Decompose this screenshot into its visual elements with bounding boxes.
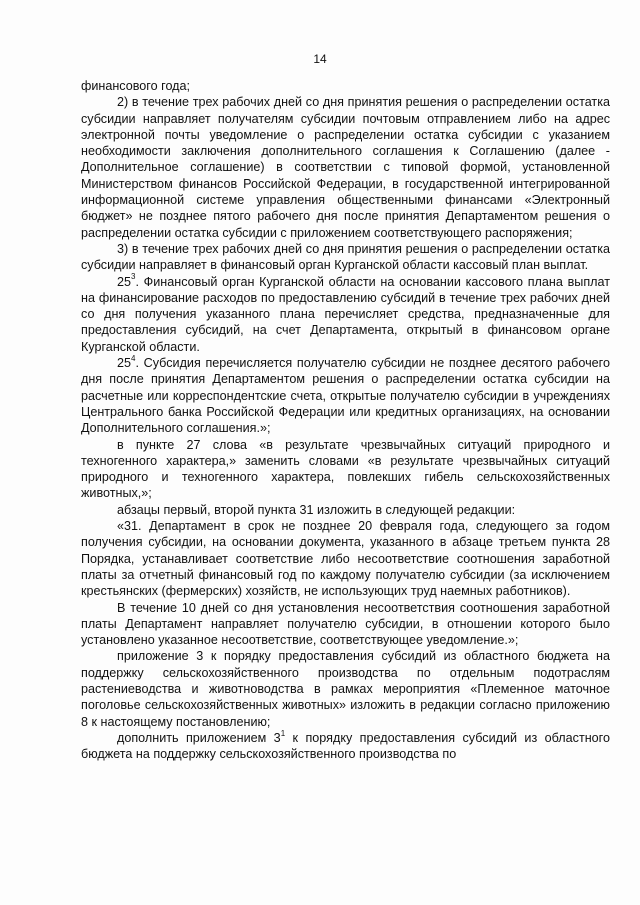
paragraph-text: 2) в течение трех рабочих дней со дня принятия решения о распределении остатка субсидии направляет получателям субсидии почтовым отправлением либо на адрес электронной почты уведомление о распределении остатка субсидии с указанием необходимости заключения дополнительного соглашения к Соглашению (далее - Дополнительное соглашение) в соответствии с типовой формой, установленной Министерством финансов Российской Федерации, в государственной интегрированной информационной системе управления общественными финансами «Электронный бюджет» не позднее пятого рабочего дня после принятия Департаментом решения о распределении остатка субсидии с приложением соответствующего распоряжения; [81, 95, 610, 240]
paragraph-text: . Субсидия перечисляется получателю субсидии не позднее десятого рабочего дня после принятия Департаментом решения о распределении остатка субсидии на расчетные или корреспондентские счета, открытые получателю субсидии в учреждениях Центрального банка Российской Федерации или кредитных организациях, на основании Дополнительного соглашения.»; [81, 356, 610, 436]
paragraph-prefix: 25 [117, 274, 132, 289]
paragraph [81, 600, 610, 649]
paragraph-text: к порядку предоставления субсидий из областного бюджета на поддержку сельскохозяйственного производства по [81, 730, 610, 762]
superscript: 3 [131, 272, 136, 282]
paragraph [81, 274, 610, 355]
paragraph-text: В течение 10 дней со дня установления несоответствия соотношения заработной платы Департамент направляет получателю субсидии, в отношении которого было установлено указанное несоответствие, соответствующее уведомление.»; [81, 600, 610, 648]
paragraph-text: «31. Департамент в срок не позднее 20 февраля года, следующего за годом получения субсидии, на основании документа, указанного в абзаце третьем пункта 28 Порядка, устанавливает соответствие либо несоответствие соотношения заработной платы за отчетный финансовый год по каждому получателю субсидии (за исключением крестьянских (фермерских) хозяйств, не использующих труд наемных работников). [81, 519, 610, 599]
paragraph [81, 730, 610, 763]
paragraph-prefix: 25 [117, 356, 132, 371]
document-body [81, 78, 610, 762]
paragraph [81, 94, 610, 241]
paragraph-text: в пункте 27 слова «в результате чрезвычайных ситуаций природного и техногенного характера,» заменить словами «в результате чрезвычайных ситуаций природного и техногенного характера, повлекших гибель сельскохозяйственных животных,»; [81, 437, 610, 501]
paragraph [81, 648, 610, 729]
paragraph [81, 437, 610, 502]
paragraph [81, 241, 610, 274]
paragraph [81, 355, 610, 436]
superscript: 4 [131, 353, 136, 363]
superscript: 1 [280, 728, 286, 738]
paragraph [81, 78, 610, 94]
paragraph-text: абзацы первый, второй пункта 31 изложить в следующей редакции: [117, 502, 516, 517]
page-number: 14 [313, 52, 327, 66]
paragraph-text: 3) в течение трех рабочих дней со дня принятия решения о распределении остатка субсидии направляет в финансовый орган Курганской области кассовый план выплат. [81, 241, 610, 273]
paragraph [81, 518, 610, 599]
paragraph-text: приложение 3 к порядку предоставления субсидий из областного бюджета на поддержку сельскохозяйственного производства по отдельным подотраслям растениеводства и животноводства в рамках мероприятия «Племенное маточное поголовье сельскохозяйственных животных» изложить в редакции согласно приложению 8 к настоящему постановлению; [81, 649, 610, 729]
paragraph-prefix: дополнить приложением 3 [117, 730, 281, 745]
paragraph-text: . Финансовый орган Курганской области на основании кассового плана выплат на финансирование расходов по предоставлению субсидий в течение трех рабочих дней со дня получения указанного плана перечисляет средства, предназначенные для предоставления субсидий, на счет Департамента, открытый в финансовом органе Курганской области. [81, 274, 610, 354]
paragraph [81, 502, 610, 518]
paragraph-text: финансового года; [81, 79, 191, 93]
